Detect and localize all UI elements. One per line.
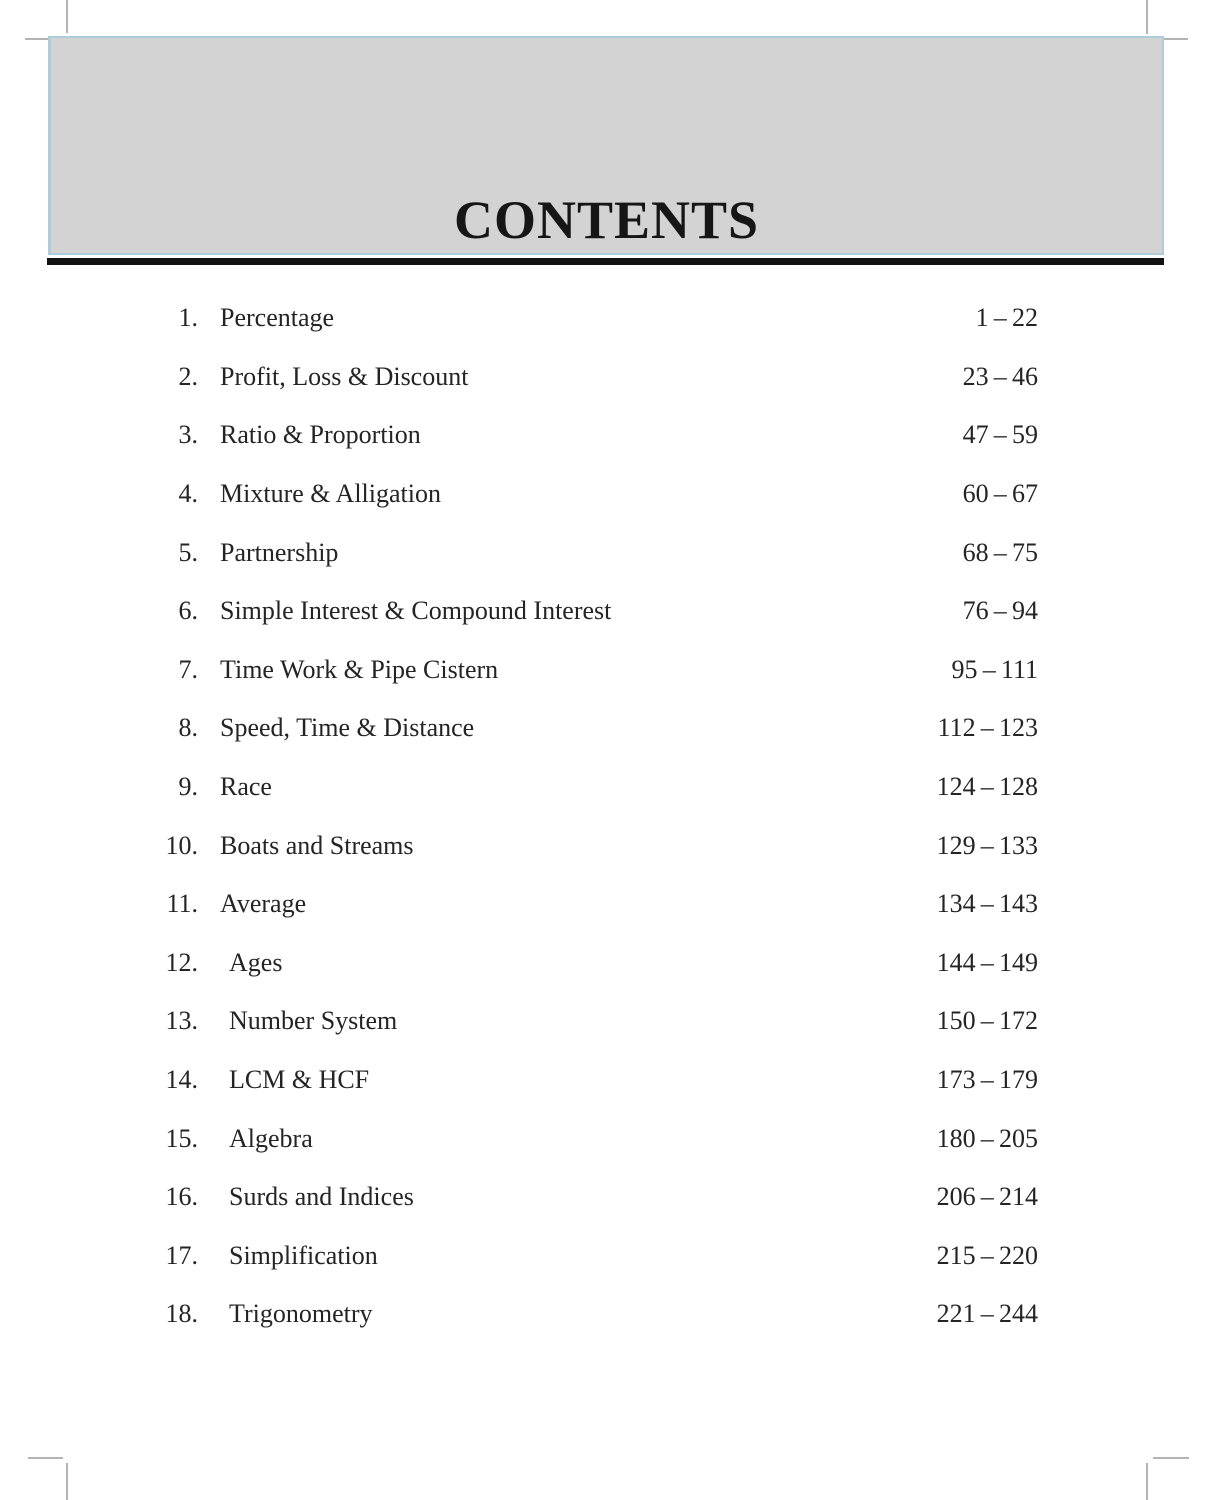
entry-number: 12. <box>165 947 198 977</box>
toc-entry <box>0 1051 1216 1110</box>
entry-pages: 173 – 179 <box>936 1065 1038 1095</box>
entry-title: Simple Interest & Compound Interest <box>220 596 612 626</box>
toc-entry <box>0 641 1216 700</box>
entry-title: Speed, Time & Distance <box>220 713 475 743</box>
entry-pages: 60 – 67 <box>962 479 1038 509</box>
entry-number: 10. <box>165 830 198 860</box>
entry-pages: 76 – 94 <box>962 596 1038 626</box>
toc-entry <box>0 875 1216 934</box>
toc-entry <box>0 406 1216 465</box>
entry-pages: 95 – 111 <box>951 654 1038 684</box>
entry-title: LCM & HCF <box>229 1065 370 1095</box>
entry-number: 18. <box>165 1299 198 1329</box>
entry-number: 7. <box>178 654 198 684</box>
toc-entry <box>0 934 1216 993</box>
entry-title: Average <box>220 889 307 919</box>
entry-pages: 134 – 143 <box>936 889 1038 919</box>
toc-entry <box>0 348 1216 407</box>
entry-number: 1. <box>178 303 198 333</box>
crop-mark-top-right-vertical <box>1146 0 1148 34</box>
crop-mark-top-right-horizontal <box>1163 38 1188 40</box>
entry-pages: 112 – 123 <box>937 713 1038 743</box>
entry-title: Percentage <box>220 303 335 333</box>
page-title: CONTENTS <box>453 190 760 250</box>
entry-title: Surds and Indices <box>229 1182 414 1212</box>
toc-entry <box>0 465 1216 524</box>
entry-pages: 129 – 133 <box>936 830 1038 860</box>
toc-entry <box>0 1227 1216 1286</box>
entry-number: 15. <box>165 1123 198 1153</box>
entry-number: 5. <box>178 537 198 567</box>
entry-pages: 180 – 205 <box>936 1123 1038 1153</box>
entry-number: 13. <box>165 1006 198 1036</box>
toc-entry <box>0 1285 1216 1344</box>
entry-number: 4. <box>178 479 198 509</box>
entry-title: Algebra <box>229 1123 313 1153</box>
entry-title: Time Work & Pipe Cistern <box>220 654 499 684</box>
entry-number: 2. <box>178 361 198 391</box>
header-rule <box>47 258 1164 265</box>
toc-entry <box>0 758 1216 817</box>
entry-title: Ratio & Proportion <box>220 420 421 450</box>
toc-entry <box>0 523 1216 582</box>
toc-entry <box>0 582 1216 641</box>
crop-mark-top-left-vertical <box>66 0 68 33</box>
entry-number: 6. <box>178 596 198 626</box>
entry-pages: 206 – 214 <box>936 1182 1038 1212</box>
entry-pages: 215 – 220 <box>936 1240 1038 1270</box>
entry-pages: 144 – 149 <box>936 947 1038 977</box>
toc-list <box>0 289 1216 1344</box>
entry-title: Race <box>220 772 272 802</box>
entry-number: 3. <box>178 420 198 450</box>
entry-pages: 1 – 22 <box>975 303 1038 333</box>
entry-pages: 150 – 172 <box>936 1006 1038 1036</box>
entry-number: 8. <box>178 713 198 743</box>
crop-mark-bottom-right-vertical <box>1146 1463 1148 1500</box>
toc-entry <box>0 1168 1216 1227</box>
toc-entry <box>0 816 1216 875</box>
entry-pages: 68 – 75 <box>962 537 1038 567</box>
crop-mark-bottom-right-horizontal <box>1153 1457 1189 1459</box>
toc-entry <box>0 699 1216 758</box>
entry-pages: 23 – 46 <box>962 361 1038 391</box>
crop-mark-top-left-horizontal <box>25 38 48 40</box>
entry-number: 17. <box>165 1240 198 1270</box>
toc-entry <box>0 992 1216 1051</box>
entry-pages: 221 – 244 <box>936 1299 1038 1329</box>
entry-title: Mixture & Alligation <box>220 479 441 509</box>
entry-pages: 124 – 128 <box>936 772 1038 802</box>
entry-title: Simplification <box>229 1240 378 1270</box>
entry-pages: 47 – 59 <box>962 420 1038 450</box>
entry-title: Ages <box>229 947 283 977</box>
entry-number: 14. <box>165 1065 198 1095</box>
crop-mark-bottom-left-vertical <box>66 1463 68 1500</box>
contents-header-banner <box>48 36 1164 255</box>
entry-title: Number System <box>229 1006 398 1036</box>
entry-title: Partnership <box>220 537 339 567</box>
entry-title: Boats and Streams <box>220 830 414 860</box>
crop-mark-bottom-left-horizontal <box>28 1457 63 1459</box>
toc-entry <box>0 289 1216 348</box>
entry-title: Trigonometry <box>229 1299 373 1329</box>
entry-title: Profit, Loss & Discount <box>220 361 469 391</box>
entry-number: 11. <box>166 889 198 919</box>
toc-entry <box>0 1109 1216 1168</box>
entry-number: 9. <box>178 772 198 802</box>
entry-number: 16. <box>165 1182 198 1212</box>
